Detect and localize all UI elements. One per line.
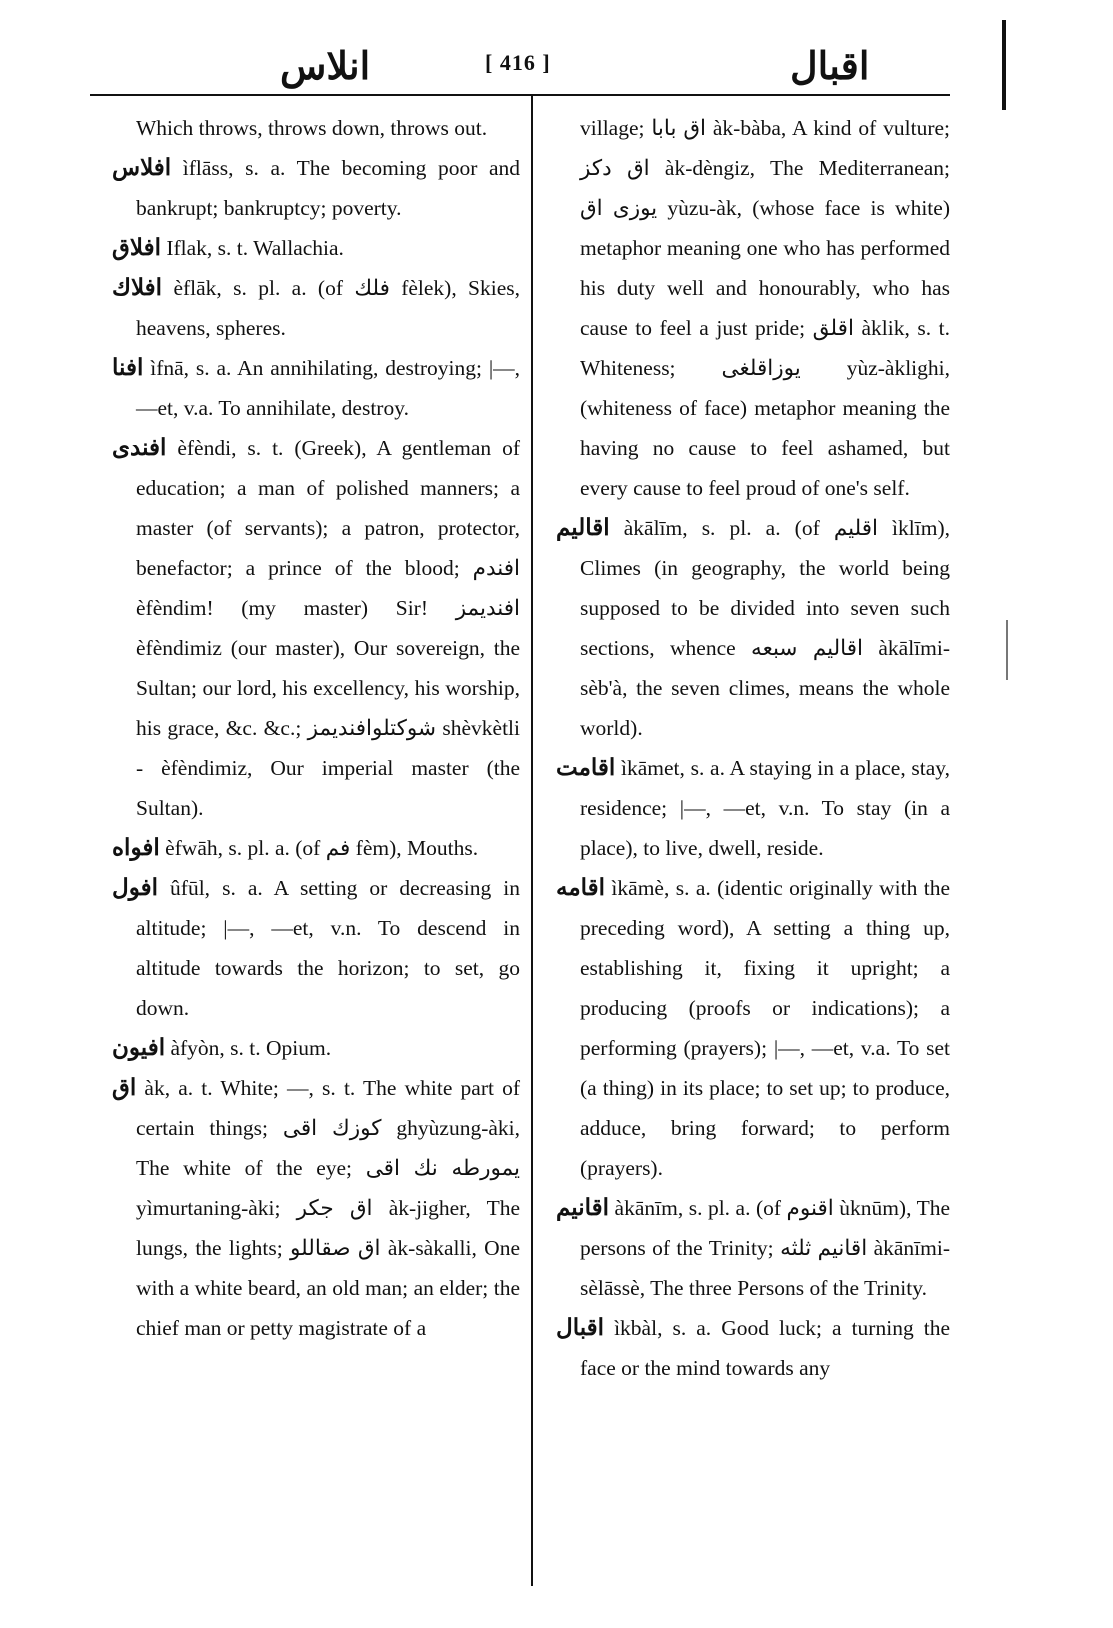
entry-headword: افیون bbox=[112, 1035, 166, 1060]
entry-headword: اقبال bbox=[556, 1315, 605, 1340]
dictionary-entry bbox=[556, 1188, 950, 1308]
entry-definition: èfwāh, s. pl. a. (of فم fèm), Mouths. bbox=[165, 836, 479, 860]
dictionary-entry bbox=[112, 828, 520, 868]
left-column bbox=[112, 108, 520, 1348]
entry-definition: ìflāss, s. a. The becoming poor and bankrupt; bankruptcy; poverty. bbox=[136, 156, 520, 220]
entry-headword: افندی bbox=[112, 435, 167, 460]
entry-headword: افول bbox=[112, 875, 158, 900]
dictionary-entry bbox=[112, 268, 520, 348]
dictionary-entry bbox=[556, 868, 950, 1188]
entry-definition: èfèndi, s. t. (Greek), A gentleman of education; a man of polished manners; a master (of servants); a patron, protector, benefactor; a prince of the blood; افندم èfèndim! (my master) Sir! افندیمز èfèndimiz (our master), Our sovereign, the Sultan; our lord, his excellency, his worship, his grace, &c. &c.; شوكتلوافندیمز shèvkètli - èfèndimiz, Our imperial master (the Sultan). bbox=[136, 436, 521, 820]
dictionary-entry bbox=[112, 348, 520, 428]
header-rule bbox=[90, 94, 950, 96]
margin-mark bbox=[1006, 620, 1008, 680]
entry-definition: village; اق بابا àk-bàba, A kind of vulture; اق دكز àk-dèngiz, The Mediterranean; یوزی اق yùzu-àk, (whose face is white) metaphor meaning one who has performed his duty well and honourably, who has cause to feel a just pride; اقلق àklik, s. t. Whiteness; یوزاقلغی yùz-àklighi, (whiteness of face) metaphor meaning the having no cause to feel ashamed, but every cause to feel proud of one's self. bbox=[580, 116, 951, 500]
entry-definition: Which throws, throws down, throws out. bbox=[136, 116, 488, 140]
entry-headword: اقانیم bbox=[556, 1195, 610, 1220]
entry-continuation bbox=[112, 108, 520, 148]
entry-headword: افنا bbox=[112, 355, 144, 380]
entry-definition: ìkāmè, s. a. (identic originally with the preceding word), A setting a thing up, establishing it, fixing it upright; a producing (proofs or indications); a performing (prayers); |—, —et, v.a. To set (a thing) in its place; to set up; to produce, adduce, bring forward; to perform (prayers). bbox=[580, 876, 950, 1180]
entry-definition: àkānīm, s. pl. a. (of اقنوم ùknūm), The persons of the Trinity; اقانیم ثلثه àkānīmi-sèlāssè, The three Persons of the Trinity. bbox=[580, 1196, 951, 1300]
column-divider bbox=[531, 96, 533, 1586]
entry-headword: افلاس bbox=[112, 155, 172, 180]
right-running-headword: اقبال bbox=[790, 46, 870, 88]
entry-headword: افلاك bbox=[112, 275, 163, 300]
entry-definition: ìfnā, s. a. An annihilating, destroying; ‎|—, —et, v.a. To annihilate, destroy. bbox=[136, 356, 521, 420]
entry-definition: Iflak, s. t. Wallachia. bbox=[166, 236, 344, 260]
dictionary-entry bbox=[112, 228, 520, 268]
page-header bbox=[90, 36, 970, 96]
entry-definition: ûfūl, s. a. A setting or decreasing in altitude; |—, —et, v.n. To descend in altitude towards the horizon; to set, go down. bbox=[136, 876, 520, 1020]
entry-headword: اقامت bbox=[556, 755, 616, 780]
dictionary-entry bbox=[112, 1028, 520, 1068]
entry-headword: افلاق bbox=[112, 235, 161, 260]
dictionary-entry bbox=[112, 1068, 520, 1348]
entry-definition: àfyòn, s. t. Opium. bbox=[170, 1036, 332, 1060]
right-column bbox=[556, 108, 950, 1388]
entry-definition: àkālīm, s. pl. a. (of اقلیم ìklīm), Climes (in geography, the world being supposed to be divided into seven such sections, whence اقالیم سبعه àkālīmi-sèb'à, the seven climes, means the whole world). bbox=[580, 516, 950, 740]
dictionary-entry bbox=[112, 868, 520, 1028]
margin-mark bbox=[1002, 20, 1006, 110]
dictionary-entry bbox=[112, 148, 520, 228]
entry-headword: افواه bbox=[112, 835, 160, 860]
entry-continuation bbox=[556, 108, 950, 508]
entry-definition: ìkāmet, s. a. A staying in a place, stay, residence; |—, —et, v.n. To stay (in a place), to live, dwell, reside. bbox=[580, 756, 951, 860]
page-number: [ 416 ] bbox=[485, 50, 551, 75]
entry-definition: èflāk, s. pl. a. (of فلك fèlek), Skies, heavens, spheres. bbox=[136, 276, 521, 340]
left-running-headword: انلاس bbox=[280, 46, 371, 88]
entry-definition: àk, a. t. White; —, s. t. The white part of certain things; كوزك اقی ghyùzung-àki, The white of the eye; یمورطه نك اقی yìmurtaning-àki; اق جكر àk-jigher, The lungs, the lights; اق صقاللو àk-sàkalli, One with a white beard, an old man; an elder; the chief man or petty magistrate of a bbox=[136, 1076, 521, 1340]
entry-headword: اقامه bbox=[556, 875, 606, 900]
entry-headword: اق bbox=[112, 1075, 137, 1100]
dictionary-entry bbox=[556, 1308, 950, 1388]
dictionary-entry bbox=[556, 748, 950, 868]
entry-definition: ìkbàl, s. a. Good luck; a turning the face or the mind towards any bbox=[580, 1316, 950, 1380]
dictionary-entry bbox=[112, 428, 520, 828]
entry-headword: اقالیم bbox=[556, 515, 610, 540]
dictionary-entry bbox=[556, 508, 950, 748]
